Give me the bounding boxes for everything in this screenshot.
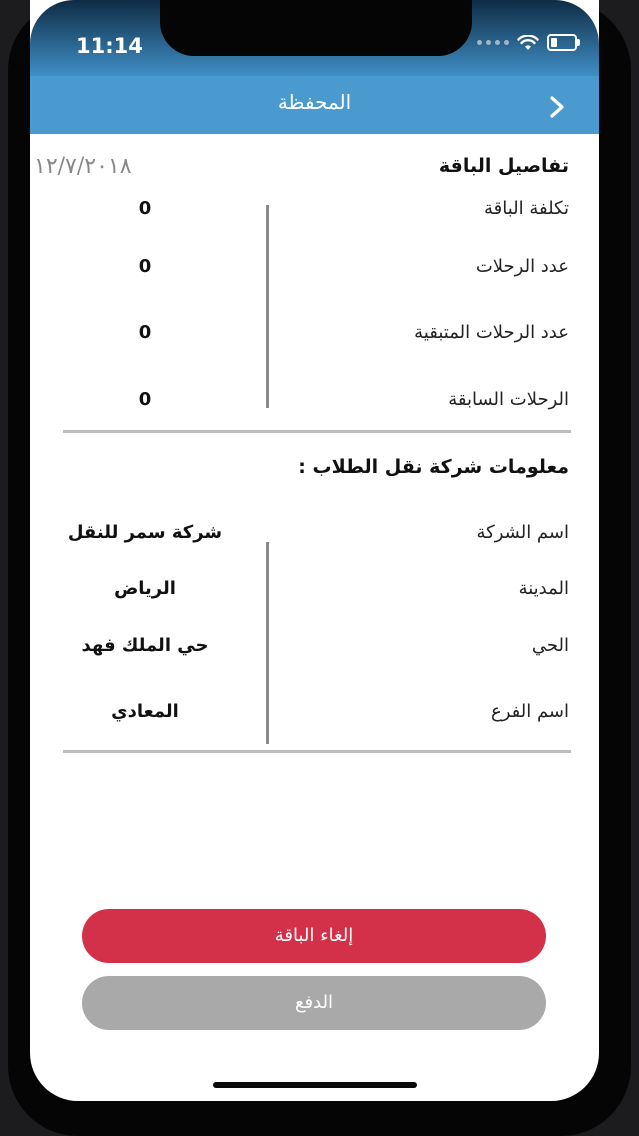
battery-icon [547, 34, 577, 51]
package-cost-value: 0 [138, 198, 152, 219]
trips-count-value: 0 [138, 256, 152, 277]
company-name-value: شركة سمر للنقل [67, 522, 223, 543]
camera-notch [160, 0, 472, 56]
home-indicator[interactable] [213, 1082, 417, 1088]
cancel-package-button[interactable]: إلغاء الباقة [82, 909, 546, 963]
trips-count-label: عدد الرحلات [475, 256, 569, 277]
wifi-icon [517, 35, 539, 51]
company-info-heading: معلومات شركة نقل الطلاب : [298, 456, 569, 478]
package-details-heading: تفاصيل الباقة [438, 155, 569, 177]
package-date: ١٢/٧/٢٠١٨ [34, 154, 132, 179]
status-time: 11:14 [76, 34, 143, 58]
company-bottom-divider [63, 750, 571, 753]
district-value: حي الملك فهد [81, 635, 209, 656]
previous-trips-label: الرحلات السابقة [448, 389, 569, 410]
city-label: المدينة [518, 578, 569, 599]
chevron-right-back-icon[interactable] [545, 95, 569, 119]
signal-dots-icon [477, 40, 509, 45]
pay-button[interactable]: الدفع [82, 976, 546, 1030]
previous-trips-value: 0 [138, 389, 152, 410]
branch-name-value: المعادي [111, 701, 179, 722]
branch-name-label: اسم الفرع [490, 701, 569, 722]
section-divider [63, 430, 571, 433]
navigation-bar [30, 76, 599, 134]
company-column-divider [266, 542, 269, 744]
remaining-trips-label: عدد الرحلات المتبقية [414, 322, 569, 343]
district-label: الحي [531, 635, 569, 656]
app-screen [30, 0, 599, 1101]
remaining-trips-value: 0 [138, 322, 152, 343]
status-icons [477, 34, 577, 51]
city-value: الرياض [114, 578, 176, 599]
package-cost-label: تكلفة الباقة [483, 198, 569, 219]
page-title: المحفظة [277, 90, 352, 114]
company-name-label: اسم الشركة [476, 522, 569, 543]
package-column-divider [266, 205, 269, 408]
